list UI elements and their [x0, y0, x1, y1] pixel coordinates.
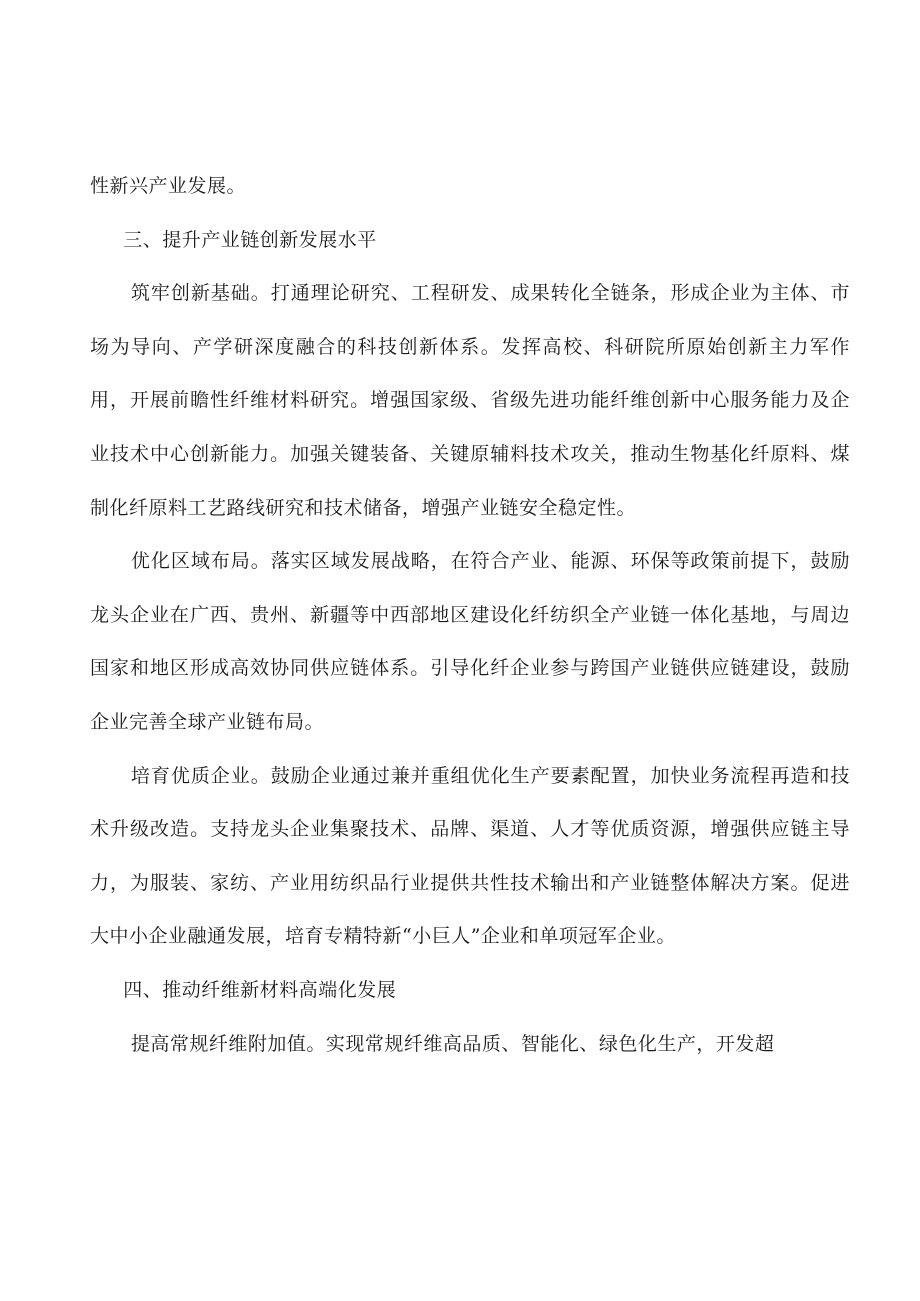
paragraph-fiber-value: 提高常规纤维附加值。实现常规纤维高品质、智能化、绿色化生产，开发超	[130, 1032, 775, 1055]
section-three-heading: 三、提升产业链创新发展水平	[123, 228, 377, 251]
document-body	[90, 160, 850, 1071]
paragraph-regional-layout: 优化区域布局。落实区域发展战略，在符合产业、能源、环保等政策前提下，鼓励龙头企业在广西、贵州、新疆等中西部地区建设化纤纺织全产业链一体化基地，与周边国家和地区形成高效协同供应链体系。引导化纤企业参与跨国产业链供应链建设，鼓励企业完善全球产业链布局。	[90, 550, 850, 733]
continuation-paragraph: 性新兴产业发展。	[90, 175, 247, 197]
paragraph-innovation-foundation: 筑牢创新基础。打通理论研究、工程研发、成果转化全链条，形成企业为主体、市场为导向、产学研深度融合的科技创新体系。发挥高校、科研院所原始创新主力军作用，开展前瞻性纤维材料研究。增强国家级、省级先进功能纤维创新中心服务能力及企业技术中心创新能力。加强关键装备、关键原辅料技术攻关，推动生物基化纤原料、煤制化纤原料工艺路线研究和技术储备，增强产业链安全稳定性。	[90, 282, 850, 519]
paragraph-quality-enterprises: 培育优质企业。鼓励企业通过兼并重组优化生产要素配置，加快业务流程再造和技术升级改造。支持龙头企业集聚技术、品牌、渠道、人才等优质资源，增强供应链主导力，为服装、家纺、产业用纺织品行业提供共性技术输出和产业链整体解决方案。促进大中小企业融通发展，培育专精特新“小巨人”企业和单项冠军企业。	[90, 764, 850, 948]
section-four-heading: 四、推动纤维新材料高端化发展	[123, 978, 397, 1001]
